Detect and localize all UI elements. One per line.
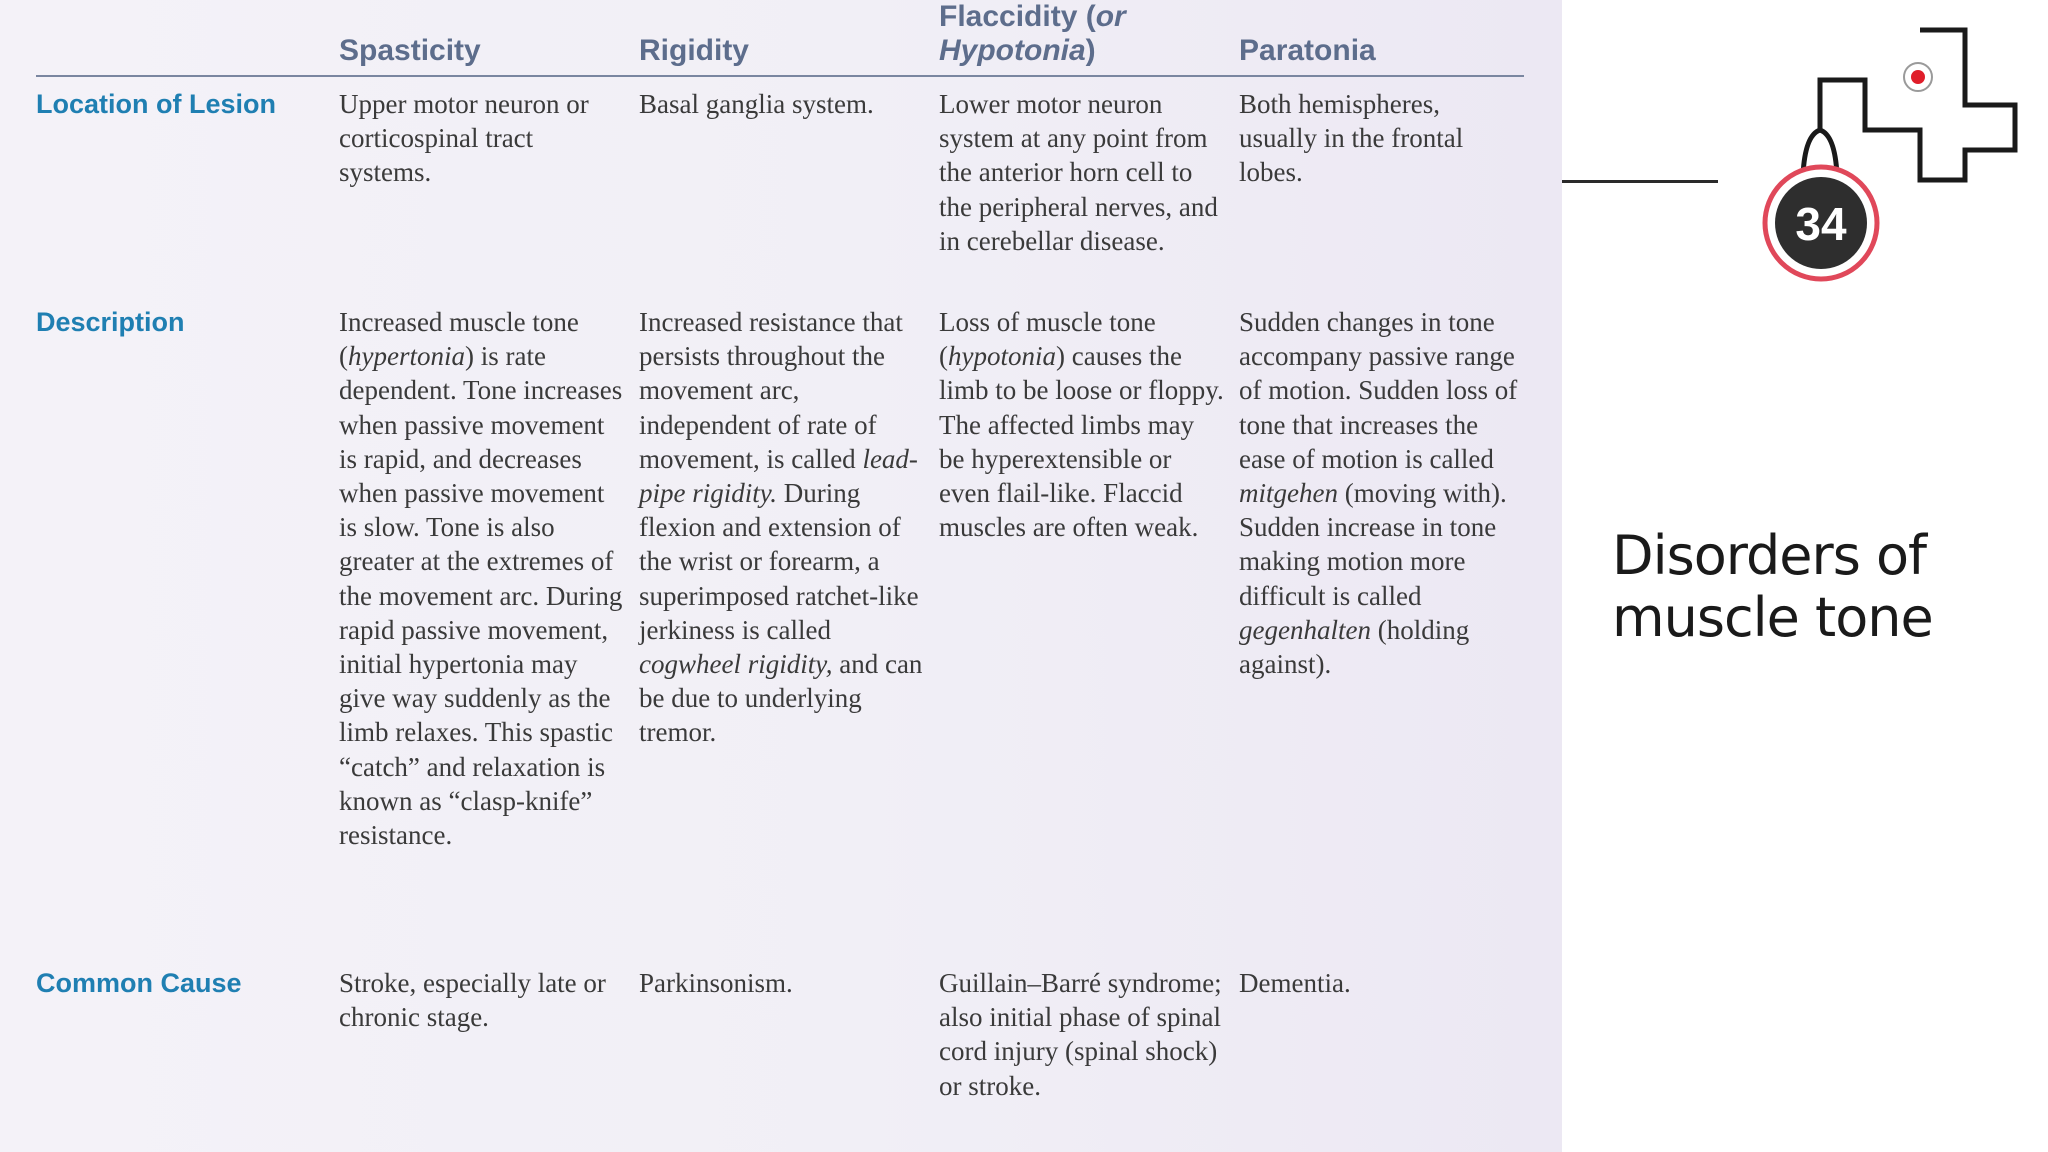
medical-cross-stethoscope-icon bbox=[1740, 20, 2030, 290]
slide-title: Disorders of muscle tone bbox=[1612, 524, 1933, 649]
side-divider-line bbox=[1562, 180, 1718, 183]
row-label-description: Description bbox=[36, 307, 185, 337]
accent-dot bbox=[1911, 70, 1925, 84]
row-label-common-cause: Common Cause bbox=[36, 968, 242, 998]
cell-cause-spasticity: Stroke, especially late or chronic stage. bbox=[339, 968, 606, 1033]
cell-cause-rigidity: Parkinsonism. bbox=[639, 968, 793, 998]
column-header-rigidity: Rigidity bbox=[639, 34, 749, 67]
cell-cause-flaccidity: Guillain–Barré syndrome; also initial phase of spinal cord injury (spinal shock) or stroke. bbox=[939, 968, 1222, 1101]
column-header-flaccidity-or: or bbox=[1095, 0, 1126, 33]
term-mitgehen: mitgehen bbox=[1239, 478, 1338, 509]
text-run: Loss of muscle tone ( bbox=[939, 307, 1156, 372]
term-lead-pipe-rigidity: lead-pipe rigidity. bbox=[639, 443, 918, 509]
text-run: Increased resistance that persists throughout the movement arc, independent of rate of movement, is called bbox=[639, 307, 903, 474]
cell-description-rigidity bbox=[639, 305, 924, 750]
term-cogwheel-rigidity: cogwheel rigidity, bbox=[639, 649, 833, 680]
text-run: and can be due to underlying tremor. bbox=[639, 649, 923, 748]
text-run: During flexion and extension of the wrist or forearm, a superimposed ratchet-like jerkiness is called bbox=[639, 478, 919, 645]
column-header-flaccidity bbox=[939, 0, 1126, 68]
text-run: Sudden changes in tone accompany passive range of motion. Sudden loss of tone that increases the ease of motion is called bbox=[1239, 307, 1518, 474]
term-hypotonia: hypotonia bbox=[948, 341, 1056, 372]
text-run: (holding against). bbox=[1239, 614, 1470, 680]
column-header-flaccidity-part: Flaccidity ( bbox=[939, 0, 1096, 33]
term-gegenhalten: gegenhalten bbox=[1239, 614, 1371, 645]
cell-description-paratonia bbox=[1239, 305, 1524, 681]
text-run: (moving with). Sudden increase in tone making motion more difficult is called bbox=[1239, 478, 1507, 611]
column-header-hypotonia: Hypotonia bbox=[939, 34, 1086, 67]
cell-cause-paratonia: Dementia. bbox=[1239, 968, 1351, 998]
header-divider bbox=[36, 75, 1524, 77]
text-run: Increased muscle tone ( bbox=[339, 307, 579, 372]
cell-description-flaccidity bbox=[939, 305, 1224, 544]
column-header-spasticity: Spasticity bbox=[339, 34, 481, 67]
cell-location-rigidity: Basal ganglia system. bbox=[639, 89, 874, 119]
text-run: ) causes the limb to be loose or floppy. The affected limbs may be hyperextensible or even flail-like. Flaccid muscles are often weak. bbox=[939, 341, 1224, 543]
cell-location-paratonia: Both hemispheres, usually in the frontal lobes. bbox=[1239, 89, 1464, 188]
column-header-paratonia: Paratonia bbox=[1239, 34, 1376, 67]
badge-number: 34 bbox=[1795, 198, 1847, 250]
term-hypertonia: hypertonia bbox=[348, 341, 465, 372]
column-header-flaccidity-close: ) bbox=[1085, 34, 1096, 67]
cell-location-flaccidity: Lower motor neuron system at any point from the anterior horn cell to the peripheral nerves, and in cerebellar disease. bbox=[939, 89, 1218, 256]
row-label-location: Location of Lesion bbox=[36, 89, 276, 119]
cell-description-spasticity bbox=[339, 305, 624, 852]
text-run: ) is rate dependent. Tone increases when passive movement is rapid, and decreases when passive movement is slow. Tone is also greater at the extremes of the movement arc. During rapid passive movement, initial hypertonia may give way suddenly as the limb relaxes. This spastic “catch” and relaxation is known as “clasp-knife” resistance. bbox=[339, 341, 623, 851]
cell-location-spasticity: Upper motor neuron or corticospinal tract systems. bbox=[339, 89, 589, 188]
